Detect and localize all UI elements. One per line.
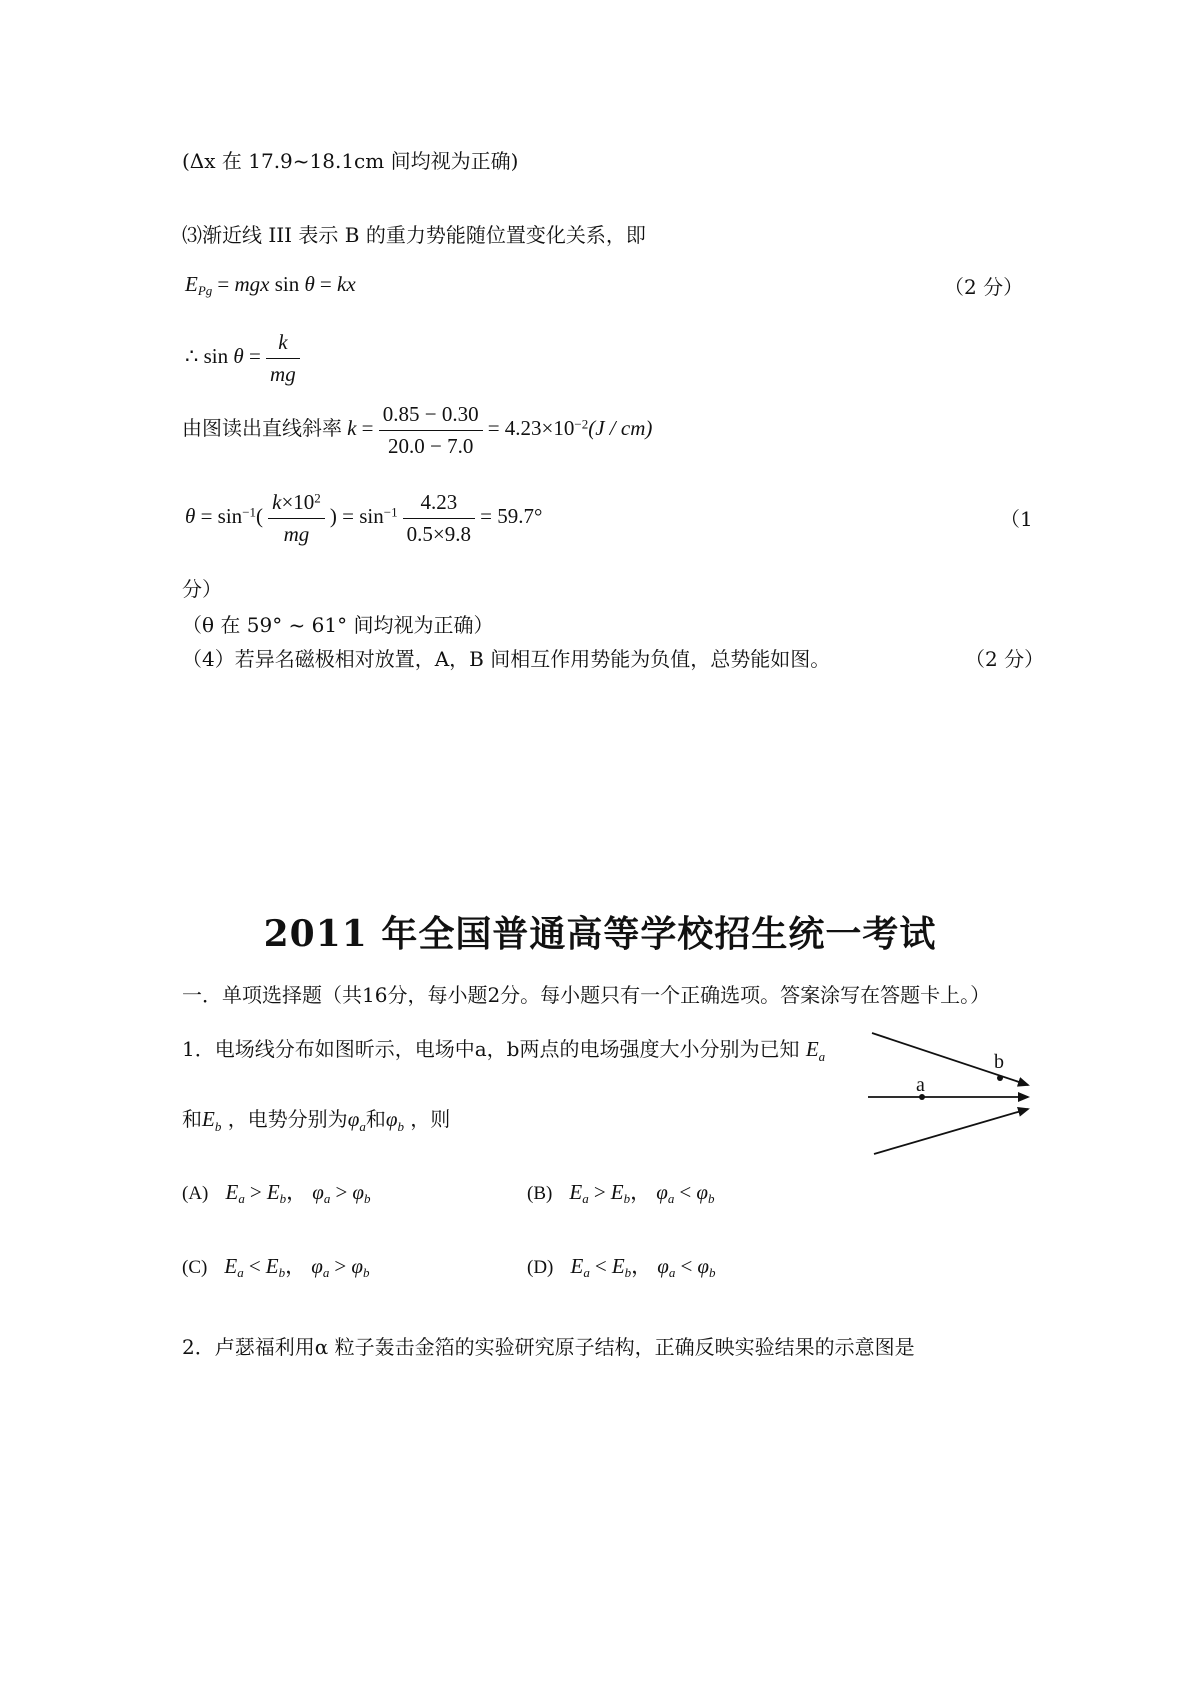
theta-range-note: （θ 在 59° ~ 61° 间均视为正确） <box>182 613 494 637</box>
option-label: (D) <box>527 1257 554 1278</box>
item-4-score: （2 分） <box>965 647 1045 671</box>
option-c[interactable]: (C) $E_a < E_b$， $\varphi_a > \varphi_b$ <box>182 1254 370 1281</box>
field-line-top <box>872 1033 1028 1085</box>
q1-and-text: 和 <box>182 1107 202 1131</box>
item-4-text: （4）若异名磁极相对放置，A，B 间相互作用势能为负值，总势能如图。 <box>182 647 831 671</box>
q1-then-text: ，则 <box>410 1107 451 1131</box>
slope-lead-text: 由图读出直线斜率 <box>182 416 342 440</box>
field-line-bottom <box>874 1109 1028 1154</box>
equation-slope: 由图读出直线斜率 k = $\frac{0.85 - 0.30}{20.0 - 7.0}$ = $4.23\times 10^{-2}(J / cm)$ <box>182 402 653 458</box>
option-phi-relation: < <box>680 1254 693 1278</box>
section-1-header: 一．单项选择题（共16分，每小题2分。每小题只有一个正确选项。答案涂写在答题卡上。） <box>182 983 991 1007</box>
option-e-relation: < <box>594 1254 607 1278</box>
electric-field-figure <box>860 1028 1035 1158</box>
equation-sin-theta: ∴ sin θ = $\frac{k}{mg}$ <box>185 330 300 387</box>
question-1-text: 1．电场线分布如图昕示，电场中a，b两点的电场强度大小分别为已知 <box>182 1037 800 1061</box>
range-note: (Δx 在 17.9~18.1cm 间均视为正确) <box>182 149 519 173</box>
option-label: (B) <box>527 1183 553 1204</box>
question-1-line-2: 和$E_b$ ，电势分别为$\varphi_a$和$\varphi_b$ ，则 <box>182 1107 451 1134</box>
equation-4-score-b: 分） <box>182 577 222 601</box>
point-b-label: b <box>994 1051 1004 1073</box>
equation-4-score-a: （1 <box>1000 507 1033 531</box>
point-a-label: a <box>916 1074 925 1096</box>
q1-and-text-2: 和 <box>365 1107 386 1131</box>
option-label: (C) <box>182 1257 208 1278</box>
point-b-dot <box>997 1075 1003 1081</box>
question-1-line-1: 1．电场线分布如图昕示，电场中a，b两点的电场强度大小分别为已知 $E_a$ <box>182 1037 826 1064</box>
option-phi-relation: < <box>679 1180 692 1204</box>
question-2-text: 2．卢瑟福利用α 粒子轰击金箔的实验研究原子结构，正确反映实验结果的示意图是 <box>182 1335 915 1359</box>
option-a[interactable]: (A) $E_a > E_b$， $\varphi_a > \varphi_b$ <box>182 1180 371 1207</box>
q1-potential-text: ，电势分别为 <box>227 1107 348 1131</box>
option-b[interactable]: (B) $E_a > E_b$， $\varphi_a < \varphi_b$ <box>527 1180 715 1207</box>
option-e-relation: > <box>593 1180 606 1204</box>
option-label: (A) <box>182 1183 209 1204</box>
option-phi-relation: > <box>335 1180 348 1204</box>
option-phi-relation: > <box>334 1254 347 1278</box>
equation-potential-energy: $E_{Pg}$ = mgx sin θ = kx <box>185 272 356 299</box>
option-e-relation: < <box>248 1254 261 1278</box>
exam-title: 2011 年全国普通高等学校招生统一考试 <box>263 913 937 955</box>
equation-theta: $\theta = \sin^{-1}$( $\frac{k\times 10^2}{mg}$ ) = $\sin^{-1}$ $\frac{4.23}{0.5\times 9.8}$ = 59.7° <box>185 490 543 546</box>
item-3-text: ⑶渐近线 III 表示 B 的重力势能随位置变化关系，即 <box>182 223 646 247</box>
equation-1-score: （2 分） <box>944 275 1024 299</box>
option-d[interactable]: (D) $E_a < E_b$， $\varphi_a < \varphi_b$ <box>527 1254 716 1281</box>
option-e-relation: > <box>249 1180 262 1204</box>
